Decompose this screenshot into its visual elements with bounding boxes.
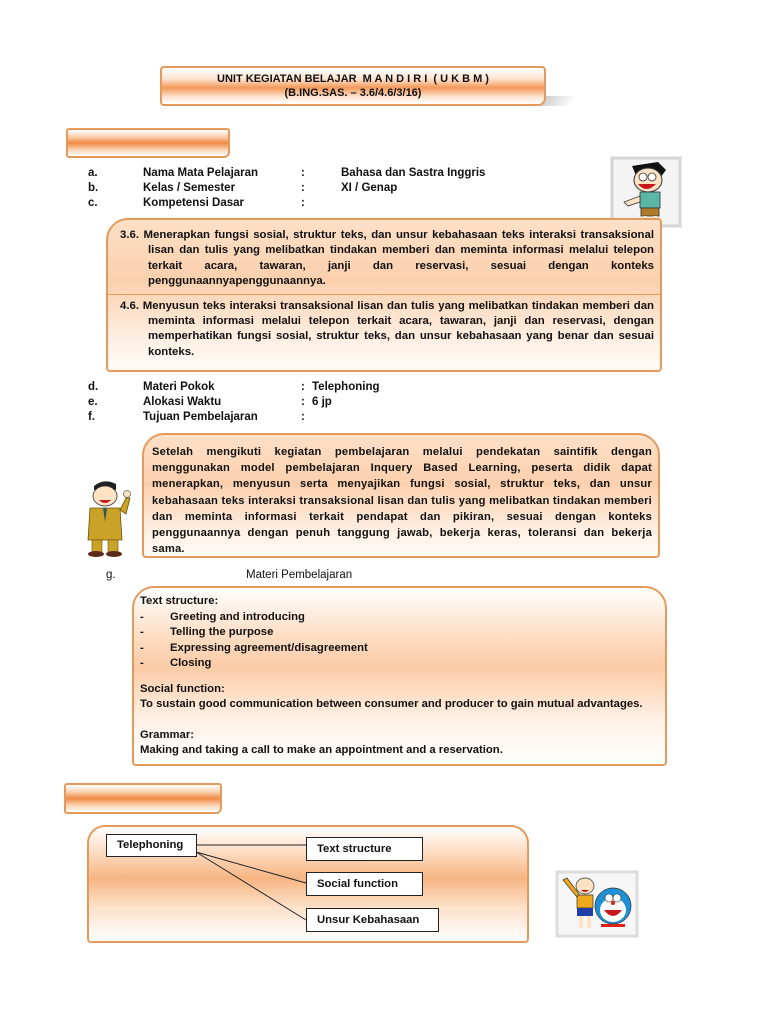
text-structure-item: - Expressing agreement/disagreement xyxy=(140,641,368,654)
identity-row-subject: a. Nama Mata Pelajaran : Bahasa dan Sastra Inggris xyxy=(88,167,486,179)
details-row-objective: f. Tujuan Pembelajaran : xyxy=(88,411,305,423)
identity-row-competency: c. Kompetensi Dasar : xyxy=(88,197,305,209)
concept-node-root: Telephoning xyxy=(106,834,197,857)
document-code: (B.ING.SAS. – 3.6/4.6/3/16) xyxy=(284,87,422,99)
grammar-label: Grammar: xyxy=(140,728,194,741)
details-row-time: e. Alokasi Waktu : 6 jp xyxy=(88,396,332,408)
learning-objective-text: Setelah mengikuti kegiatan pembelajaran melalui pendekatan saintifik dengan menggunakan model pembelajaran Inquery Based Learning, peserta didik dapat menerapkan, menyusun serta menyajikan fungsi sosial, struktur teks, dan unsur kebahasaan teks interaksi transaksional lisan dan tulis yang melibatkan tindakan memberi dan meminta informasi terkait pendapat dan pikiran, sesuai dengan konteks penggunaannya dengan penuh tanggung jawab, bekerja keras, toleransi dan bekerja sama. xyxy=(152,446,652,556)
text-structure-item: - Greeting and introducing xyxy=(140,610,305,623)
identity-row-class: b. Kelas / Semester : XI / Genap xyxy=(88,182,398,194)
concept-node-text-structure: Text structure xyxy=(306,837,423,861)
concept-node-language-features: Unsur Kebahasaan xyxy=(306,908,439,932)
document-title: UNIT KEGIATAN BELAJAR M A N D I R I ( U K B M ) xyxy=(217,73,489,85)
text-structure-label: Text structure: xyxy=(140,595,219,607)
text-structure-item: - Closing xyxy=(140,657,212,669)
details-row-topic: d. Materi Pokok : Telephoning xyxy=(88,381,380,393)
materi-heading: Materi Pembelajaran xyxy=(246,569,353,581)
social-function-label: Social function: xyxy=(140,682,225,695)
materi-letter: g. xyxy=(106,569,116,581)
text-structure-item: - Telling the purpose xyxy=(140,626,274,638)
concept-node-social-function: Social function xyxy=(306,872,423,896)
competency-3-6: 3.6. Menerapkan fungsi sosial, struktur teks, dan unsur kebahasaan teks interaksi transaksional lisan dan tulis yang melibatkan tindakan memberi dan meminta informasi melalui telepon terkait acara, tawaran, janji dan reservasi, sesuai dengan konteks penggunaannyapenggunaannya. xyxy=(120,229,654,288)
competency-4-6: 4.6. Menyusun teks interaksi transaksional lisan dan tulis yang melibatkan tindakan memberi dan meminta informasi melalui telepon terkait acara, tawaran, janji dan reservasi, dengan memperhatikan fungsi sosial, struktur teks, dan unsur kebahasaan yang benar dan sesuai konteks. xyxy=(120,299,654,358)
boy-and-robot-cat-cartoon xyxy=(555,870,639,938)
grammar-text: Making and taking a call to make an appointment and a reservation. xyxy=(140,744,503,756)
social-function-text: To sustain good communication between consumer and producer to gain mutual advantages. xyxy=(140,698,643,710)
